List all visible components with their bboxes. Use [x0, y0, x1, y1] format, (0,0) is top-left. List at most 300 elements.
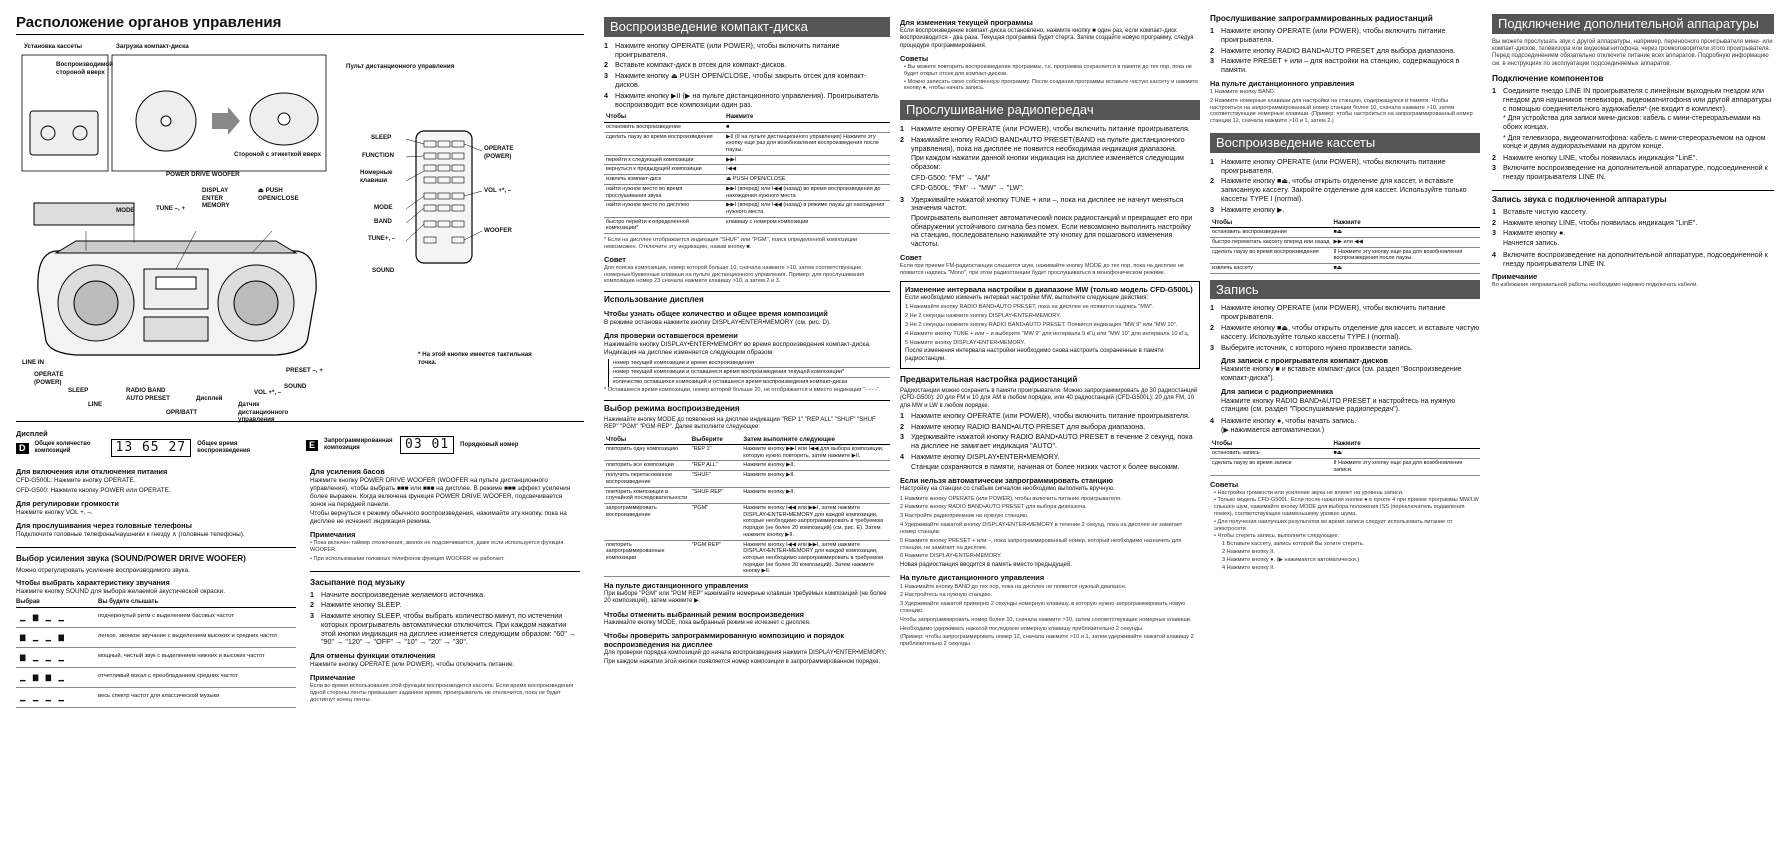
remote-title: Пульт дистанционного управления [346, 63, 455, 71]
sound-table-row [16, 628, 296, 648]
column-cassette [1210, 14, 1480, 836]
cassette-table-row-cell: ▶▶ или ◀◀ [1332, 237, 1481, 247]
cd-table-row [604, 201, 890, 217]
cd-table-row-cell: извлечь компакт-диск [604, 175, 724, 185]
radio-tip-text: Если при приеме FM-радиостанции слышится шум, нажимайте кнопку MODE до тех пор, пока на дисплее не появится надпись "Mono", при этом радиостанции будет прослушиваться в монофоническом режиме. [900, 263, 1184, 277]
remote-tune-label: TUNE+, – [368, 235, 396, 243]
remote-operate-label: OPERATE (POWER) [484, 145, 514, 160]
record-tip: • Только модель CFD-G500L: Если после нажатия кнопки ● в пункте 4 при приеме программы MW/LW слышен шум, нажимайте кнопку MODE для выбора положения ISS (переключатель подавления помех), соответствующее наименьшему уровню шума. [1214, 497, 1479, 518]
cd-table-row-cell: ■ [724, 122, 890, 132]
sound-eq-pattern: ▅ ▁ ▁ ▅ [20, 631, 65, 642]
mode-table-row-cell: повторить все композиции [604, 461, 690, 471]
preset-heading: Предварительная настройка радиостанций [900, 374, 1078, 384]
display-total-text: В режиме останова нажмите кнопку DISPLAY•ENTER•MEMORY (см. рис. D). [604, 319, 831, 327]
cd-controls-table: Чтобы Нажмите остановить воспроизведение ■ сделать паузу во время воспроизведения ▶II (II на пульте дистанционного управления) Нажмите эту кнопку еще раз для возобновления воспроизведения после паузы. перейти к следующей композиции ▶▶I вернуться к предыдущей композиции I◀◀ извлечь компакт-диск ⏏ PUSH OPEN/CLOSE найти нужное место во время прослушивания звука ▶▶I (вперед) или I◀◀ (назад) во время воспроизведения до нахождения нужного места найти нужное место по дисплею ▶▶I (вперед) или I◀◀ (назад) в режиме паузы до нахождения нужного места быстро перейти к определенной композиции* клавишу с номером композиции [604, 112, 890, 234]
mode-table-row [604, 487, 890, 503]
mode-table-row-cell: Нажмите кнопку ▶II. [741, 487, 890, 503]
controls-title: Расположение органов управления [16, 14, 584, 35]
cd-tip-heading: Совет [604, 254, 626, 264]
display-remaining-heading: Для проверки оставшегося времени [604, 330, 738, 340]
sleep-cancel-heading: Для отмены функции отключения [310, 651, 436, 661]
cassette-table-row-cell: сделать паузу во время воспроизведения [1210, 247, 1332, 263]
mode-text: Нажимайте кнопку MODE до появления на дисплее индикации "REP 1" "REP ALL" "SHUF" "SHUF REP" "PGM" "PGM REP". Далее выполните следующее: [604, 416, 876, 431]
display-total-heading: Чтобы узнать общее количество и общее время композиций [604, 309, 828, 319]
preset-step-4: 4 Нажмите кнопку DISPLAY•ENTER•MEMORY. [900, 452, 1060, 462]
sound-description: легкое, звонкое звучание с выделением высоких и средних частот [98, 633, 278, 640]
record-step-2: 2 Нажмите кнопку ■⏏, чтобы открыть отделение для кассет, и вставьте чистую кассету. Используйте только кассеты TYPE I (normal). [1210, 323, 1480, 341]
mw-interval-box [900, 281, 1200, 369]
mode-check-text-2: При каждом нажатии этой кнопки появляется номер композиции в запрограммированном порядке. [604, 659, 881, 666]
power-line-1: CFD-G500L: Нажмите кнопку OPERATE. [16, 477, 136, 485]
radio-step-1: 1 Нажмите кнопку OPERATE (или POWER), чтобы включить питание проигрывателя. [900, 124, 1190, 134]
manual-preset-step: 6 Нажмите DISPLAY•ENTER•MEMORY. [900, 553, 1002, 560]
preset-rc-step: Чтобы запрограммировать номер более 10, сначала нажмите >10, затем соответствующие номерные клавиши. [900, 616, 1192, 623]
column-controls [16, 14, 584, 836]
record-erase-step: 2 Нажмите кнопку II. [1222, 549, 1275, 556]
cd-table-row [604, 175, 890, 185]
preset-rc-step: 2 Настройтесь на нужную станцию. [900, 592, 993, 599]
mw-interval-step: 4 Нажмите кнопку TUNE + или – и выберите "MW 9" для интервала 9 кГц или "MW 10" для интервала 10 кГц. [905, 330, 1190, 337]
change-program-heading: Для изменения текущей программы [900, 18, 1033, 27]
radio-step-2-g500: CFD-G500: "FM" → "AM" [911, 174, 991, 182]
phones-heading: Для прослушивания через головные телефоны [16, 520, 192, 530]
cassette-door [144, 317, 208, 341]
listen-step-2: 2 Нажмите кнопку RADIO BAND•AUTO PRESET для выбора диапазона. [1210, 45, 1456, 55]
cd-table-row-cell: вернуться к предыдущей композиции [604, 165, 724, 175]
column-cd [604, 14, 890, 836]
sound-description: мощный, чистый звук с выделением нижних и высоких частот [98, 653, 265, 660]
manual-preset-heading: Если нельзя автоматически запрограммировать станцию [900, 476, 1113, 486]
sound-table-row [16, 648, 296, 668]
mw-interval-steps [905, 304, 1195, 346]
record-erase-steps [1218, 541, 1480, 571]
record-table-row-cell: ■⏏ [1332, 449, 1481, 459]
vol-label: VOL +*, – [254, 389, 282, 397]
record-step-4-detail: (▶ нажимается автоматически.) [1221, 427, 1325, 435]
display-flow-3: количество оставшихся композиций и оставшееся время воспроизведения компакт-диска [613, 379, 848, 386]
mode-label: MODE [116, 207, 135, 215]
mode-check-heading: Чтобы проверить запрограммированную композицию и порядок воспроизведения на дисплее [604, 631, 845, 650]
column-connect [1492, 14, 1774, 836]
arrow-right-icon [212, 107, 240, 135]
display-figures [16, 421, 584, 457]
record-tip: • Для получения наилучших результатов во время записи следует использовать питание от электросети. [1214, 518, 1453, 532]
program-tip-1: • Вы можете повторить воспроизведение программы, т.к. программа сохраняется в памяти до тех пор, пока не будет открыт отсек для компакт-дисков. [904, 64, 1192, 77]
cd-table-row-cell: найти нужное место во время прослушивания звука [604, 184, 724, 200]
mode-table-row-cell: "SHUF REP" [690, 487, 741, 503]
preset-rc-step: 3 Удерживайте нажатой примерно 2 секунды номерную клавишу, в которую нужно запрограммировать новую станцию. [900, 601, 1186, 614]
mode-table-row-cell: Нажмите кнопку ▶II. [741, 471, 890, 487]
mode-table-row [604, 540, 890, 577]
connect-record-step-2: 2 Нажмите кнопку LINE, чтобы появилась индикация "LinE". [1492, 217, 1698, 227]
record-step-3: 3 Выберите источник, с которого нужно произвести запись. [1210, 342, 1413, 352]
cassette-table-row-cell: остановить воспроизведение [1210, 228, 1332, 238]
cd-table-row-cell: перейти к следующей композиции [604, 155, 724, 165]
bass-text-1: Нажмите кнопку POWER DRIVE WOOFER (WOOFER на пульте дистанционного управления), чтобы выбрать ■■■ или ■■■ на дисплее. В режиме ■■■ эффект усиления более выражен. Когда включена функция POWER DRIVE WOOFER, подсвечивается зонок на передней панели. [310, 477, 571, 508]
manual-preset-step: 2 Нажмите кнопку RADIO BAND•AUTO PRESET для выбора диапазона. [900, 504, 1087, 511]
remote-vol-label: VOL +*, – [484, 187, 512, 195]
mode-table-row-cell: "PGM REP" [690, 540, 741, 577]
program-tips-heading: Советы [900, 53, 929, 63]
display-window [156, 277, 196, 289]
sound-eq-pattern: ▁ ▅ ▅ ▁ [20, 671, 65, 682]
record-table-row [1210, 459, 1480, 475]
cd-table-row [604, 165, 890, 175]
display-flow-2: номер текущей композиции и оставшееся время воспроизведения текущей композиции* [613, 368, 890, 378]
volume-text: Нажмите кнопку VOL +, –. [16, 508, 93, 516]
radio-tip-heading: Совет [900, 253, 922, 263]
mode-table-row-cell: "SHUF" [690, 471, 741, 487]
manual-preset-text: Настройку на станции со слабым сигналом необходимо выполнить вручную. [900, 486, 1115, 493]
cd-table-row-cell: ▶II (II на пульте дистанционного управления) Нажмите эту кнопку еще раз для возобновления воспроизведения после паузы. [724, 132, 890, 155]
remote-sound-label: SOUND [372, 267, 395, 275]
cd-table-note: * Если на дисплее отображается индикация "SHUF" или "PGM", поиск определенной композиции невозможен. Отключите эту индикацию, нажав кнопку ■. [604, 237, 858, 250]
sound-eq-pattern: ▁ ▅ ▁ ▁ [20, 611, 65, 622]
boombox-handle [56, 241, 296, 253]
connect-note-heading: Примечание [1492, 272, 1538, 282]
connect-step-1: 1 Соедините гнездо LINE IN проигрывателя с линейным выходным гнездом или гнездом для наушников телевизора, видеомагнитофона или другой аппаратуры с помощью соединительного аудиокабеля* (не входит в комплект). [1492, 86, 1772, 113]
mode-table-row [604, 445, 890, 461]
record-tips [1210, 490, 1480, 541]
display-remaining-text: Нажимайте кнопку DISPLAY•ENTER•MEMORY во время воспроизведения компакт-диска. Индикация на дисплее изменяется следующим образом: [604, 341, 871, 356]
connect-intro: Вы можете прослушать звук с другой аппаратуры, например, переносного проигрывателя мини- или компакт-дисков, телевизора или видеомагнитофона, через громкоговорители этого проигрывателя. Перед подсоединением обязательно отключите питание всех аппаратов. Подробную информацию см. в инструкциях по эксплуатации подсоединяемых аппаратов. [1492, 38, 1773, 67]
cassette-table-row-cell: быстро перемотать кассету вперед или назад [1210, 237, 1332, 247]
mode-rc-heading: На пульте дистанционного управления [604, 581, 749, 591]
operate-power-label: OPERATE (POWER) [34, 371, 64, 386]
cassette-table-row-cell: ■⏏ [1332, 228, 1481, 238]
radio-step-2-detail: При каждом нажатии данной кнопки индикация на дисплее изменяется следующим образом: [911, 155, 1184, 171]
sound-char-text: Нажмите кнопку SOUND для выбора желаемой акустической окраски. [16, 588, 226, 596]
mw-interval-heading: Изменение интервала настройки в диапазоне MW (только модель CFD-G500L) [905, 284, 1193, 294]
mw-interval-step: 1 Нажимайте кнопку RADIO BAND•AUTO PRESET, пока на дисплее не появится надпись "MW". [905, 304, 1154, 311]
sound-table-row [16, 608, 296, 628]
mode-table: Чтобы Выберите Затем выполните следующее повторить одну композицию "REP 1" Нажмите кнопку ▶▶I или I◀◀ для выбора композиции, которую нужно повторить, затем нажмите ▶II. повторить все композиции "REP ALL" Нажмите кнопку ▶II. получить перетасованное воспроизведение "SHUF" Нажмите кнопку ▶II. повторить композиции в случайной последовательности "SHUF REP" Нажмите кнопку ▶II. запрограммировать воспроизведение "PGM" Нажмите кнопку I◀◀ или ▶▶I, затем нажмите DISPLAY•ENTER•MEMORY для каждой композиции, которые необходимо запрограммировать в требуемом порядке (не более 20 композиций) (см. рис. E). Затем нажмите кнопку ▶II. повторить запрограммированные композиции "PGM REP" Нажмите кнопку I◀◀ или ▶▶I, затем нажмите DISPLAY•ENTER•MEMORY для каждой композиции, которые необходимо запрограммировать в требуемом порядке (не более 20 композиций). Затем нажмите кнопку ▶II. [604, 435, 890, 578]
manual-preset-step: 5 Нажмите кнопку PRESET + или –, пока запрограммированный номер, который необходимо назначить для станции, не замигает на дисплее. [900, 537, 1182, 551]
mode-table-row-cell: запрограммировать воспроизведение [604, 503, 690, 540]
sleep-step-3: 3 Нажмите кнопку SLEEP, чтобы выбрать количество минут, по истечении которых проигрыватель автоматически отключится. При каждом нажатии этой кнопки индикация на дисплее изменяется следующим образом: "60" → "90" → "120" → "OFF" → "10" → "20" → "30". [310, 611, 576, 647]
controls-text-left [16, 463, 296, 707]
preset-step-3: 3 Удерживайте нажатой кнопку RADIO BAND•AUTO PRESET в течение 2 секунд, пока на дисплее не замигает индикация "AUTO". [900, 432, 1193, 451]
display-label: Дисплей [196, 395, 223, 403]
cd-tip-text: Для поиска композиции, номер которой больше 10, сначала нажмите >10, затем соответствующие номерные/буквенные клавиши на пульте дистанционного управления. Пример: для прослушивания композиции номер 23 сначала нажмите клавишу >10, а затем 2 и 3. [604, 264, 865, 285]
listen-rc-1: 1 Нажмите кнопку BAND. [1210, 88, 1276, 95]
record-radio-text: Нажмите кнопку RADIO BAND•AUTO PRESET и настройтесь на нужную станцию (см. раздел "Прослушивание радиопередач"). [1221, 397, 1456, 414]
display-heading: Дисплей [16, 429, 48, 439]
sound-col-hear: Вы будете слышать [98, 599, 159, 606]
record-step-1: 1 Нажмите кнопку OPERATE (или POWER), чтобы включить питание проигрывателя. [1210, 303, 1446, 322]
mode-table-row-cell: повторить запрограммированные композиции [604, 540, 690, 577]
connect-record-step-1: 1 Вставьте чистую кассету. [1492, 206, 1587, 216]
manual-preset-end: Новая радиостанция вводится в память вместо предыдущей. [900, 562, 1072, 569]
mode-cancel-text: Нажимайте кнопку MODE, пока выбранный режим не исчезнет с дисплея. [604, 619, 811, 626]
preset-step-4-detail: Станции сохраняются в памяти, начиная от более низких частот к более высоким. [911, 463, 1180, 471]
cd-step-4: 4 Нажмите кнопку ▶II (▶ на пульте дистанционного управления). Проигрыватель воспроизводит все композиции один раз. [604, 90, 879, 109]
display-figure-d [16, 425, 286, 457]
preset-rc-step: 1 Нажимайте кнопку BAND до тех пор, пока на дисплее не появится нужный диапазон. [900, 583, 1127, 590]
display-flow [608, 359, 890, 387]
record-tip: • Чтобы стереть запись, выполните следующее: [1214, 533, 1340, 540]
sound-table-row [16, 668, 296, 688]
connect-step-1-tv: * Для телевизора, видеомагнитофона: кабель с мини-стереоразъемом на одном конце и двумя аудиоразъемами на другом конце. [1503, 134, 1766, 151]
display-note: * Оставшееся время композиции, номер которой больше 20, не отображается и вместо индикации "- -:- -". [604, 387, 881, 394]
right-speaker-cone [234, 281, 278, 325]
mode-table-row-cell: Нажмите кнопку I◀◀ или ▶▶I, затем нажмите DISPLAY•ENTER•MEMORY для каждой композиции, которые необходимо запрограммировать в требуемом порядке (не более 20 композиций) (см. рис. E). Затем нажмите кнопку ▶II. [741, 503, 890, 540]
display-enter-memory-label: DISPLAY ENTER MEMORY [202, 187, 230, 210]
sound-heading: Выбор усиления звука (SOUND/POWER DRIVE WOOFER) [16, 553, 246, 563]
figure-d-right-label: Общее время воспроизведения [197, 440, 251, 455]
preset-rc-step: (Пример: чтобы запрограммировать номер 12, сначала нажмите >10 и 1, затем удерживайте нажатой клавишу 2 приблизительно 2 секунды. [900, 634, 1194, 648]
opr-batt-label: OPR/BATT [166, 409, 198, 417]
record-erase-step: 1 Вставьте кассету, запись которой Вы хотите стереть. [1222, 541, 1365, 548]
connect-step-3: 3 Включите воспроизведение на дополнительной аппаратуре, подсоединенной к гнезду проигрывателя LINE IN. [1492, 163, 1768, 182]
mode-table-row-cell: Нажмите кнопку I◀◀ или ▶▶I, затем нажмите DISPLAY•ENTER•MEMORY для каждой композиции, которые необходимо запрограммировать в требуемом порядке (не более 20 композиций). Затем нажмите кнопку ▶II. [741, 540, 890, 577]
figure-e-right-label: Порядковый номер [460, 441, 519, 448]
mw-interval-step: 3 Не 2 секунды нажмите кнопку RADIO BAND•AUTO PRESET. Появится индикация "MW 9" или "MW 10". [905, 321, 1178, 328]
preset-label: PRESET –, + [286, 367, 323, 375]
cassette-table-row-cell: извлечь кассету [1210, 263, 1332, 273]
bass-note-1: • Пока включен таймер отключения, звонок не подсвечивается, даже если используется функция WOOFER. [310, 540, 564, 553]
preset-rc-steps [900, 584, 1200, 649]
bass-notes-heading: Примечания [310, 530, 356, 540]
listen-preset-heading: Прослушивание запрограммированных радиостанций [1210, 14, 1433, 23]
sound-label: SOUND [284, 383, 307, 391]
cd-table-row-cell: сделать паузу во время воспроизведения [604, 132, 724, 155]
remote-mode-label: MODE [374, 204, 393, 212]
cd-step-1: 1 Нажмите кнопку OPERATE (или POWER), чтобы включить питание проигрывателя. [604, 40, 840, 59]
cassette-step-2: 2 Нажмите кнопку ■⏏, чтобы открыть отделение для кассет, и вставьте записанную кассету. Закройте отделение для кассет. Используйте только кассеты TYPE I (normal). [1210, 176, 1467, 203]
record-table-row-cell: остановить запись [1210, 449, 1332, 459]
cd-table-row-cell: найти нужное место по дисплею [604, 201, 724, 217]
cd-table-row [604, 217, 890, 233]
mode-cancel-heading: Чтобы отменить выбранный режим воспроизведения [604, 609, 804, 619]
manual-preset-step: 3 Настройте радиоприемник на нужную станцию. [900, 513, 1029, 520]
connect-record-heading: Запись звука с подключенной аппаратуры [1492, 190, 1774, 205]
listen-step-1: 1 Нажмите кнопку OPERATE (или POWER), чтобы включить питание проигрывателя. [1210, 26, 1446, 44]
cassette-step-1: 1 Нажмите кнопку OPERATE (или POWER), чтобы включить питание проигрывателя. [1210, 156, 1446, 175]
figure-e-left-label: Запрограммированная композиция [324, 437, 393, 452]
cassette-band-heading: Воспроизведение кассеты [1210, 133, 1480, 153]
remote-band-label: BAND [374, 218, 392, 226]
cassette-table: Чтобы Нажмите остановить воспроизведение ■⏏ быстро перемотать кассету вперед или назад ▶▶ или ◀◀ сделать паузу во время воспроизведения II Нажмите эту кнопку еще раз для возобновления воспроизведения после паузы. извлечь кассету ■⏏ [1210, 218, 1480, 274]
remote-woofer-label: WOOFER [484, 227, 512, 235]
record-table-row-cell: сделать паузу во время записи [1210, 459, 1332, 475]
sleep-step-2: 2 Нажмите кнопку SLEEP. [310, 600, 402, 610]
label-side-label: Стороной с этикеткой вверх [234, 151, 322, 159]
sound-table-row [16, 688, 296, 708]
sound-table-header [16, 599, 296, 607]
listen-step-3: 3 Нажмите PRESET + или – для настройки на станцию, содержащуюся в памяти. [1210, 56, 1460, 75]
push-open-close-label: ⏏ PUSH OPEN/CLOSE [258, 187, 299, 202]
mode-table-row [604, 461, 890, 471]
sleep-cancel-text: Нажмите кнопку OPERATE (или POWER), чтобы отключить питание. [310, 661, 515, 669]
radio-band-label: RADIO BAND AUTO PRESET [126, 387, 170, 402]
cassette-table-row [1210, 228, 1480, 238]
cassette-install-label: Установка кассеты [24, 43, 83, 51]
change-program-text: Если воспроизведение компакт-диска остановлено, нажмите кнопку ■ один раз, если компакт-диск воспроизводится - два раза. Текущая программа будет стерта. Затем создайте новую программу, следуя процедуре программирования. [900, 28, 1194, 49]
preset-rc-step: Необходимо удерживать нажатой последнюю номерную клавишу приблизительно 2 секунды. [900, 625, 1144, 632]
mode-rc-text: При выборе "PGM" или "PGM REP" нажимайте номерные клавиши требуемых композиций (не более 20 композиций), затем нажмите ▶. [604, 591, 887, 605]
sleep-note-heading: Примечание [310, 673, 356, 683]
cd-table-row-cell: ▶▶I (вперед) или I◀◀ (назад) в режиме паузы до нахождения нужного места [724, 201, 890, 217]
power-heading: Для включения или отключения питания [16, 467, 168, 477]
controls-figure [16, 41, 584, 424]
radio-step-3-detail: Проигрыватель выполняет автоматический поиск радиостанций и прекращает его при обнаружении устойчивого сигнала без помех. Если невозможно выполнить настройку на станцию, последовательно нажимайте эту кнопку для пошагового изменения частоты. [911, 215, 1193, 248]
cd-spindle [278, 113, 290, 125]
connect-note-text: Во избежание неправильной работы необходимо надежно подключать кабели. [1492, 282, 1698, 289]
cd-table-row-cell: быстро перейти к определенной композиции* [604, 217, 724, 233]
radio-step-2-g500l: CFD-G500L: "FM" → "MW" → "LW". [911, 185, 1024, 193]
cd-step-3: 3 Нажмите кнопку ⏏ PUSH OPEN/CLOSE, чтобы закрыть отсек для компакт-дисков. [604, 71, 867, 89]
record-table-row-cell: II Нажмите эту кнопку еще раз для возобновления записи. [1332, 459, 1481, 475]
mw-interval-step: 5 Нажмите кнопку DISPLAY•ENTER•MEMORY. [905, 339, 1026, 346]
connect-step-1-md: * Для устройства для записи мини-дисков: кабель с мини-стереоразъемами на обоих концах. [1503, 115, 1761, 131]
mode-table-row-cell: Нажмите кнопку ▶II. [741, 461, 890, 471]
connect-heading: Подключение компонентов [1492, 74, 1604, 84]
controls-text-right [310, 463, 580, 707]
radio-step-3: 3 Удерживайте нажатой кнопку TUNE + или –, пока на дисплее не начнут меняться значения частот. [900, 194, 1184, 213]
connect-step-2: 2 Нажмите кнопку LINE, чтобы появилась индикация "LinE". [1492, 152, 1698, 162]
sleep-heading: Засыпание под музыку [310, 577, 405, 587]
column-radio [900, 14, 1200, 836]
sound-char-heading: Чтобы выбрать характеристику звучания [16, 578, 170, 588]
mode-table-row-cell: повторить композиции в случайной последовательности [604, 487, 690, 503]
listen-rc-2: 2 Нажмите номерные клавиши для настройки на станцию, содержащуюся в памяти. Чтобы настроиться на запрограммированный номер станции более 10, сначала нажмите >10, затем соответствующие номерные клавиши. (Пример: чтобы настроиться на запрограммированный номер станции 12, сначала нажмите >10 и 1, затем 2.) [1210, 97, 1473, 125]
record-cd-text: Нажмите кнопку ■ и вставьте компакт-диск (см. раздел "Воспроизведение компакт-диска"). [1221, 366, 1462, 382]
mode-heading: Выбор режима воспроизведения [604, 400, 890, 414]
preset-step-2: 2 Нажмите кнопку RADIO BAND•AUTO PRESET для выбора диапазона. [900, 421, 1146, 431]
record-band-heading: Запись [1210, 280, 1480, 300]
figure-d-lcd: 13 65 27 [111, 439, 192, 457]
mode-table-row-cell: "PGM" [690, 503, 741, 540]
sound-eq-pattern: ▁ ▁ ▁ ▁ [20, 691, 65, 702]
display-flow-1: номер текущей композиции и время воспроизведения [613, 359, 890, 369]
connect-record-step-4: 4 Включите воспроизведение на дополнительной аппаратуре, подсоединенной к гнезду проигрывателя LINE IN. [1492, 249, 1768, 268]
remote-numeric-label: Номерные клавиши [360, 169, 393, 184]
bass-heading: Для усиления басов [310, 467, 385, 477]
cd-band-heading: Воспроизведение компакт-диска [604, 17, 890, 37]
cd-table-row [604, 184, 890, 200]
cd-table-row-cell: ▶▶I [724, 155, 890, 165]
mw-interval-text: Если необходимо изменить интервал настройки MW, выполните следующие действия: [905, 294, 1149, 301]
cassette-table-row [1210, 237, 1480, 247]
line-in-label: LINE IN [22, 359, 45, 367]
record-table-row [1210, 449, 1480, 459]
mode-table-row [604, 503, 890, 540]
connect-record-step-3-detail: Начнется запись. [1503, 240, 1560, 248]
display-use-heading: Использование дисплея [604, 291, 890, 305]
mw-interval-end: После изменения интервала настройки необходимо снова настроить сохраненные в памяти радиостанции. [905, 348, 1164, 362]
preset-step-1: 1 Нажмите кнопку OPERATE (или POWER), чтобы включить питание проигрывателя. [900, 410, 1190, 420]
sound-eq-pattern: ▅ ▁ ▁ ▁ [20, 651, 65, 662]
display-figure-e [306, 436, 576, 457]
program-tip-2: • Можно записать свою собственную программу. После создания программы вставьте чистую кассету и нажмите кнопку ●, чтобы начать запись. [904, 78, 1199, 92]
figure-d-left-label: Общее количество композиций [34, 440, 91, 455]
cd-step-2: 2 Вставьте компакт-диск в отсек для компакт-дисков. [604, 60, 787, 70]
record-radio-heading: Для записи с радиоприемника [1221, 387, 1334, 397]
record-erase-step: 4 Нажмите кнопку II. [1222, 564, 1275, 571]
controls-text [16, 463, 584, 707]
figure-d-badge: D [16, 443, 29, 454]
cd-table-row-cell: ▶▶I (вперед) или I◀◀ (назад) во время воспроизведения до нахождения нужного места [724, 184, 890, 200]
cassette-drawing [30, 111, 98, 155]
mode-table-row-cell: Нажмите кнопку ▶▶I или I◀◀ для выбора композиции, которую нужно повторить, затем нажмите ▶II. [741, 445, 890, 461]
remote-sleep-label: SLEEP [371, 134, 392, 142]
figure-e-badge: E [306, 440, 318, 451]
sound-text: Можно отрегулировать усиление воспроизводимого звука. [16, 566, 190, 574]
sleep-label: SLEEP [68, 387, 89, 395]
record-step-4: 4 Нажмите кнопку ●, чтобы начать запись. [1210, 415, 1357, 425]
bass-text-2: Чтобы вернуться к режиму обычного воспроизведения, нажимайте эту кнопку, пока на дисплее не исчезнет индикация режима. [310, 510, 567, 526]
manual-preset-step: 4 Удерживайте нажатой кнопку DISPLAY•ENTER•MEMORY в течение 2 секунд, пока на дисплее не замигает номер станции. [900, 522, 1183, 535]
connect-record-step-3: 3 Нажмите кнопку ●. [1492, 228, 1566, 238]
mode-table-row-cell: "REP ALL" [690, 461, 741, 471]
cd-table-row-cell: I◀◀ [724, 165, 890, 175]
cd-load-label: Загрузка компакт-диска [116, 43, 189, 51]
connect-band-heading: Подключение дополнительной аппаратуры [1492, 14, 1774, 34]
record-tips-heading: Советы [1210, 479, 1239, 489]
sleep-note-text: Если во время использования этой функции воспроизводится кассета: Если время воспроизведения одной стороны ленты превышает заданное время, проигрыватель не отключится, пока не будет достигнут конец ленты. [310, 683, 574, 703]
cassette-table-row-cell: II Нажмите эту кнопку еще раз для возобновления воспроизведения после паузы. [1332, 247, 1481, 263]
radio-band-heading: Прослушивание радиопередач [900, 100, 1200, 120]
cd-table-row [604, 122, 890, 132]
bass-note-2: • При использовании головных телефонов функция WOOFER не работает. [310, 555, 505, 562]
manual-preset-steps [900, 496, 1200, 561]
record-cd-heading: Для записи с проигрывателя компакт-дисков [1221, 356, 1389, 366]
sound-table [16, 608, 296, 708]
cd-table-row-cell: клавишу с номером композиции [724, 217, 890, 233]
manual-preset-step: 1 Нажмите кнопку OPERATE (или POWER), чтобы включить питание проигрывателя. [900, 495, 1122, 502]
mode-check-text: Для проверки порядка композиций до начала воспроизведения нажмите DISPLAY•ENTER•MEMORY. [604, 650, 887, 657]
sound-col-choose: Выбрав [16, 599, 40, 606]
mw-interval-step: 2 Не 2 секунды нажмите кнопку DISPLAY•ENTER•MEMORY. [905, 313, 1061, 320]
cd-table-row-cell: ⏏ PUSH OPEN/CLOSE [724, 175, 890, 185]
cassette-table-row [1210, 247, 1480, 263]
power-drive-woofer-label: POWER DRIVE WOOFER [166, 171, 240, 179]
figure-e-lcd: 03 01 [400, 436, 454, 454]
cassette-step-3: 3 Нажмите кнопку ▶. [1210, 204, 1285, 214]
left-speaker-cone [74, 281, 118, 325]
tactile-note: * На этой кнопке имеется тактильная точка. [418, 351, 532, 366]
preset-rc-heading: На пульте дистанционного управления [900, 573, 1045, 583]
mode-table-row-cell: получить перетасованное воспроизведение [604, 471, 690, 487]
sleep-step-1: 1 Начните воспроизведение желаемого источника. [310, 589, 486, 599]
line-label: LINE [88, 401, 103, 409]
remote-sensor-label: Датчик дистанционного управления [238, 401, 289, 424]
remote-function-label: FUNCTION [362, 152, 394, 160]
cassette-table-row [1210, 263, 1480, 273]
listen-rc-heading: На пульте дистанционного управления [1210, 78, 1355, 88]
cd-hole [161, 116, 171, 126]
cassette-table-row-cell: ■⏏ [1332, 263, 1481, 273]
tune-label: TUNE –, + [156, 205, 186, 213]
radio-step-2: 2 Нажимайте кнопку RADIO BAND•AUTO PRESET(BAND на пульте дистанционного управления), пока на дисплее не появится необходимая индикация диапазона. [900, 134, 1185, 153]
cd-table-row-cell: остановить воспроизведение [604, 122, 724, 132]
sound-description: подчеркнутый ритм с выделением басовых частот [98, 613, 234, 620]
sound-description: весь спектр частот для классической музыки [98, 693, 220, 700]
mode-table-row [604, 471, 890, 487]
sound-description: отчетливый вокал с преобладанием средних частот [98, 673, 239, 680]
cd-table-row [604, 155, 890, 165]
play-side-label: Воспроизводимой стороной вверх [56, 61, 114, 76]
phones-text: Подключите головные телефоны/наушники к гнезду ∧ (головные телефоны). [16, 530, 245, 538]
mode-table-row-cell: повторить одну композицию [604, 445, 690, 461]
volume-heading: Для регулировки громкости [16, 498, 119, 508]
mode-table-row-cell: "REP 1" [690, 445, 741, 461]
cd-table-row [604, 132, 890, 155]
preset-text: Радиостанции можно сохранить в памяти проигрывателя. Можно запрограммировать до 30 радиостанций (CFD-G500): 20 для FM и 10 для AM в любом порядке, или 40 радиостанций (CFD-G500L): 20 для FM, 10 для MW и LW в любом порядке. [900, 387, 1198, 409]
record-table: Чтобы Нажмите остановить запись ■⏏ сделать паузу во время записи II Нажмите эту кнопку еще раз для возобновления записи. [1210, 439, 1480, 476]
record-erase-step: 3 Нажмите кнопку ●. (▶ нажимается автоматически.) [1222, 556, 1360, 563]
